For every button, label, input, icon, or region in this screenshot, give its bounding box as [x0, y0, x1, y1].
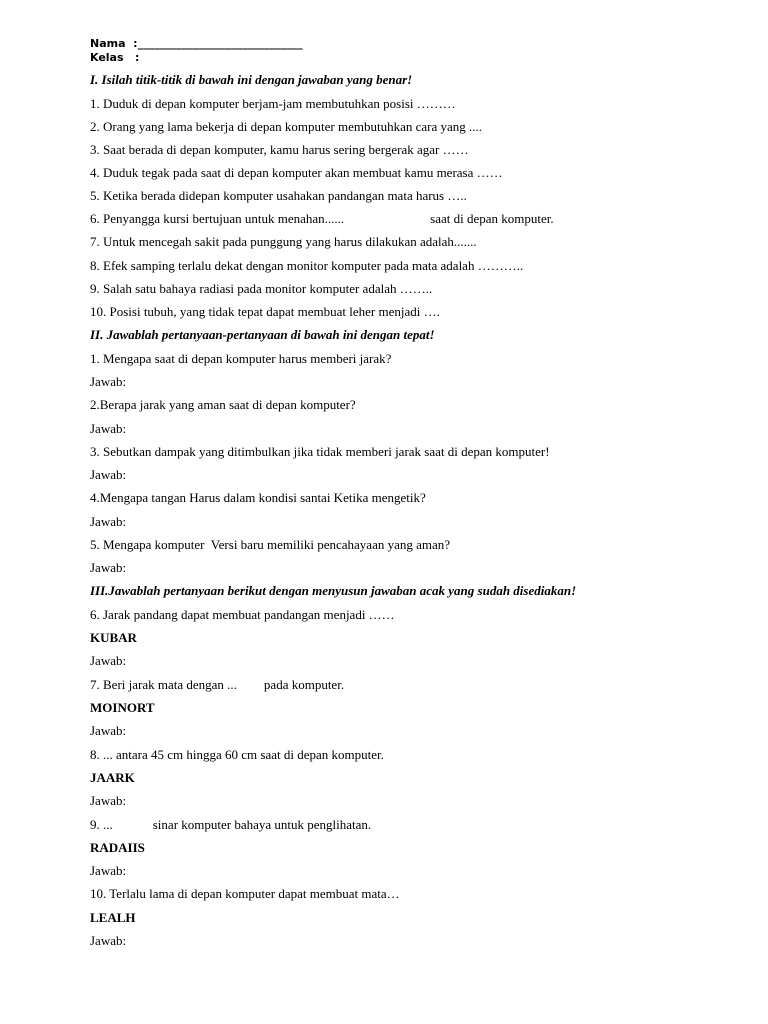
section1-item-2: 2. Orang yang lama bekerja di depan komputer membutuhkan cara yang .... — [90, 119, 483, 134]
section1-item-7: 7. Untuk mencegah sakit pada punggung yang harus dilakukan adalah....... — [90, 234, 477, 249]
section2-question-2: 2.Berapa jarak yang aman saat di depan komputer? — [90, 397, 356, 412]
section2-answer-2: Jawab: — [90, 421, 127, 436]
kelas-row — [90, 51, 139, 64]
section3-answer-9: Jawab: — [90, 863, 127, 878]
section3-scrambled-word-9: RADAIIS — [90, 840, 145, 855]
section1-item-8: 8. Efek samping terlalu dekat dengan monitor komputer pada mata adalah ……….. — [90, 258, 524, 273]
nama-row — [90, 37, 303, 50]
section1-item-6-part1: 6. Penyangga kursi bertujuan untuk menahan...... — [90, 211, 345, 226]
section1-heading: I. Isilah titik-titik di bawah ini dengan jawaban yang benar! — [90, 72, 413, 87]
section3-question-9-part2: sinar komputer bahaya untuk penglihatan. — [152, 817, 372, 832]
section2-question-3: 3. Sebutkan dampak yang ditimbulkan jika tidak memberi jarak saat di depan komputer! — [90, 444, 550, 459]
section3-answer-10: Jawab: — [90, 933, 127, 948]
section3-answer-7: Jawab: — [90, 723, 127, 738]
nama-label: Nama : — [90, 37, 138, 50]
kelas-label: Kelas : — [90, 51, 140, 64]
section2-answer-1: Jawab: — [90, 374, 127, 389]
section3-answer-6: Jawab: — [90, 653, 127, 668]
section3-question-10: 10. Terlalu lama di depan komputer dapat membuat mata… — [90, 886, 400, 901]
section3-question-7-part1: 7. Beri jarak mata dengan ... — [90, 677, 237, 692]
section2-heading: II. Jawablah pertanyaan-pertanyaan di bawah ini dengan tepat! — [90, 327, 435, 342]
section1-item-9: 9. Salah satu bahaya radiasi pada monitor komputer adalah …….. — [90, 281, 433, 296]
section1-item-6-part2: saat di depan komputer. — [430, 211, 554, 226]
section2-question-1: 1. Mengapa saat di depan komputer harus memberi jarak? — [90, 351, 392, 366]
section1-item-1: 1. Duduk di depan komputer berjam-jam membutuhkan posisi ……… — [90, 96, 456, 111]
section1-item-10: 10. Posisi tubuh, yang tidak tepat dapat membuat leher menjadi …. — [90, 304, 440, 319]
section1-item-6 — [90, 211, 554, 227]
section3-scrambled-word-6: KUBAR — [90, 630, 137, 645]
section2-question-4: 4.Mengapa tangan Harus dalam kondisi santai Ketika mengetik? — [90, 490, 426, 505]
section3-question-7 — [90, 677, 344, 693]
section3-question-6: 6. Jarak pandang dapat membuat pandangan menjadi …… — [90, 607, 395, 622]
section3-heading: III.Jawablah pertanyaan berikut dengan menyusun jawaban acak yang sudah disediakan! — [90, 583, 577, 598]
section3-question-9-part1: 9. ... — [90, 817, 113, 832]
section3-answer-8: Jawab: — [90, 793, 127, 808]
section3-scrambled-word-7: MOINORT — [90, 700, 155, 715]
section2-answer-5: Jawab: — [90, 560, 127, 575]
section3-question-8: 8. ... antara 45 cm hingga 60 cm saat di depan komputer. — [90, 747, 384, 762]
section2-question-5: 5. Mengapa komputer Versi baru memiliki pencahayaan yang aman? — [90, 537, 451, 552]
nama-line: ______________________________ — [137, 37, 303, 50]
section2-answer-3: Jawab: — [90, 467, 127, 482]
section1-item-4: 4. Duduk tegak pada saat di depan komputer akan membuat kamu merasa …… — [90, 165, 503, 180]
section3-scrambled-word-10: LEALH — [90, 910, 136, 925]
section1-item-3: 3. Saat berada di depan komputer, kamu harus sering bergerak agar …… — [90, 142, 469, 157]
section1-item-5: 5. Ketika berada didepan komputer usahakan pandangan mata harus ….. — [90, 188, 467, 203]
section3-question-7-part2: pada komputer. — [263, 677, 345, 692]
section3-question-9 — [90, 817, 371, 833]
section3-scrambled-word-8: JAARK — [90, 770, 135, 785]
section2-answer-4: Jawab: — [90, 514, 127, 529]
